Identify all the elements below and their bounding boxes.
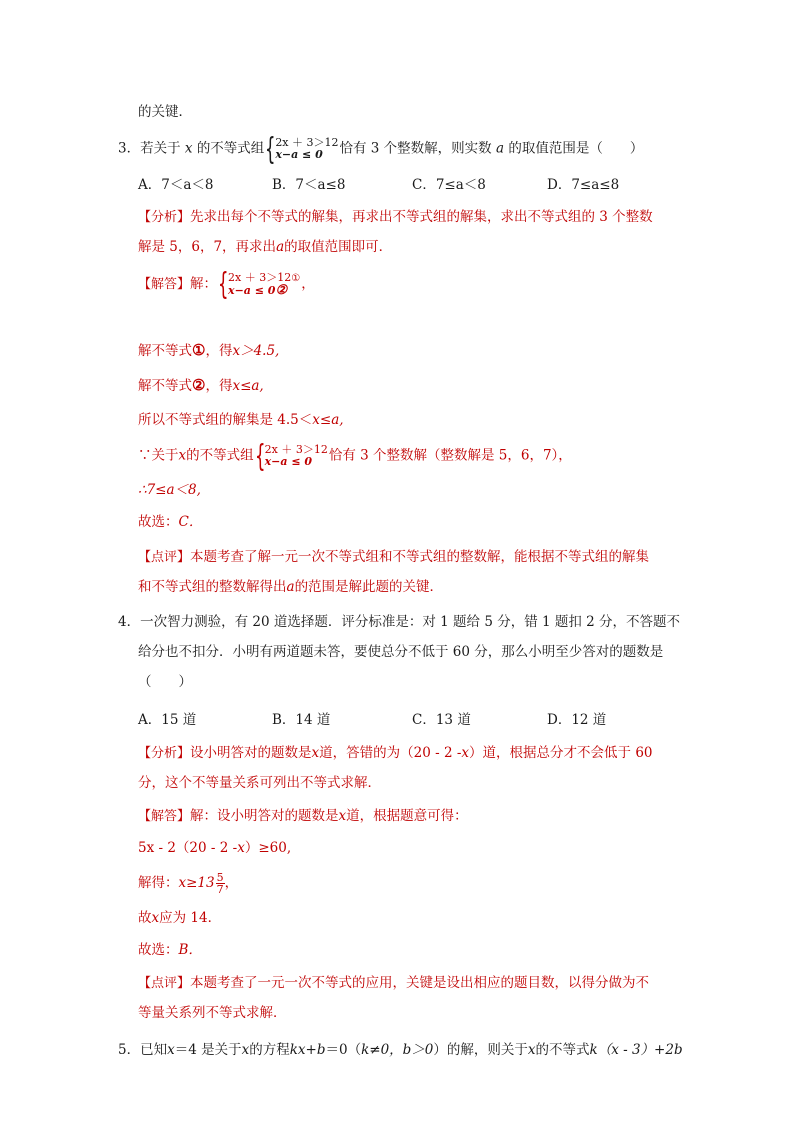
- fraction: $\frac{5}{7}$: [216, 871, 224, 896]
- question-4-line-2: 给分也不扣分．小明有两道题未答，要使总分不低于 60 分，那么小明至少答对的题数是: [138, 644, 664, 660]
- analysis-line-1: 【分析】设小明答对的题数是x道，答错的为（20 - 2 -x）道，根据总分才不会低于 60: [138, 745, 653, 761]
- question-number: 5．: [118, 1042, 141, 1058]
- option-b: B．14 道: [272, 712, 331, 728]
- review-line-1: 【点评】本题考查了解一元一次不等式组和不等式组的整数解，能根据不等式组的解集: [138, 549, 650, 565]
- equation-line: 5x - 2（20 - 2 -x）≥60,: [138, 840, 292, 856]
- choice-line: 故选：B．: [138, 942, 202, 958]
- step-5: ∴7≤a＜8,: [138, 482, 201, 498]
- question-3: 3．若关于 x 的不等式组 { 2x ＋ 3＞12 x−a ≤ 0 恰有 3 个整数解，则实数 a 的取值范围是（ ）: [118, 132, 644, 167]
- conclusion-line: 故x应为 14．: [138, 910, 222, 926]
- choice-line: 故选：C．: [138, 514, 203, 530]
- analysis-line-2: 解是 5，6，7，再求出a的取值范围即可．: [138, 239, 393, 255]
- question-number: 3．: [118, 140, 141, 157]
- solution-line: 解得：x≥13 $\frac{5}{7}$ ，: [138, 871, 239, 896]
- option-c: C．13 道: [412, 712, 471, 728]
- step-3: 所以不等式组的解集是 4.5＜x≤a,: [138, 412, 344, 428]
- analysis-line-2: 分，这个不等量关系可列出不等式求解．: [138, 775, 381, 791]
- option-a: A．15 道: [138, 712, 197, 728]
- option-b: B．7＜a≤8: [272, 177, 346, 193]
- review-line-2: 等量关系列不等式求解．: [138, 1005, 287, 1021]
- question-5: 5．已知x＝4 是关于x的方程kx+b＝0（k≠0，b＞0）的解，则关于x的不等式k（x - 3）+2b: [118, 1042, 683, 1058]
- option-a: A．7＜a＜8: [138, 177, 214, 193]
- option-c: C．7≤a＜8: [412, 177, 486, 193]
- review-tag: 【点评】: [138, 550, 191, 565]
- option-d: D．7≤a≤8: [547, 177, 620, 193]
- inequality-system: { 2x ＋ 3＞12① x−a ≤ 0②: [218, 267, 301, 302]
- question-4-line-3: （ ）: [138, 674, 192, 690]
- analysis-line-1: 【分析】先求出每个不等式的解集，再求出不等式组的解集，求出不等式组的 3 个整数: [138, 209, 653, 225]
- answer-line: 【解答】解： { 2x ＋ 3＞12① x−a ≤ 0② ，: [138, 267, 315, 302]
- inequality-system: { 2x ＋ 3＞12 x−a ≤ 0: [254, 439, 328, 474]
- analysis-tag: 【分析】: [138, 210, 191, 225]
- answer-tag: 【解答】: [138, 277, 191, 292]
- review-line-2: 和不等式组的整数解得出a的范围是解此题的关键．: [138, 579, 444, 595]
- answer-tag: 【解答】: [138, 809, 191, 824]
- question-4-line-1: 4．一次智力测验，有 20 道选择题．评分标准是：对 1 题给 5 分，错 1 题扣 2 分，不答题不: [118, 614, 681, 630]
- step-1: 解不等式①，得x＞4.5,: [138, 341, 280, 359]
- review-line-1: 【点评】本题考查了一元一次不等式的应用，关键是设出相应的题目数，以得分做为不: [138, 975, 650, 991]
- option-d: D．12 道: [547, 712, 607, 728]
- continued-text: 的关键．: [138, 104, 192, 120]
- analysis-tag: 【分析】: [138, 746, 191, 761]
- inequality-system: { 2x ＋ 3＞12 x−a ≤ 0: [265, 132, 339, 167]
- step-4: ∵关于x的不等式组 { 2x ＋ 3＞12 x−a ≤ 0 恰有 3 个整数解（整数解是 5，6，7），: [138, 439, 572, 474]
- answer-line: 【解答】解：设小明答对的题数是x道，根据题意可得：: [138, 808, 468, 824]
- question-number: 4．: [118, 614, 141, 630]
- step-2: 解不等式②，得x≤a,: [138, 376, 264, 394]
- review-tag: 【点评】: [138, 976, 191, 991]
